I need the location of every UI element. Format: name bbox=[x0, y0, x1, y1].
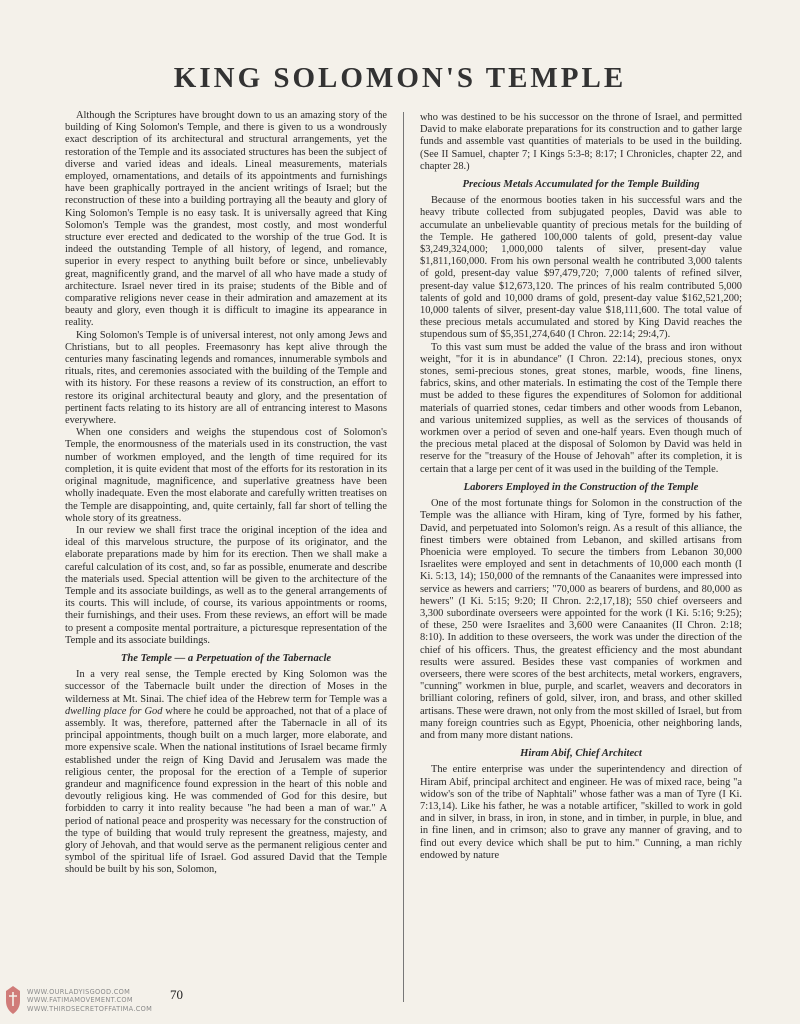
paragraph: King Solomon's Temple is of universal interest, not only among Jews and Christians, but to all peoples. Freemasonry has kept alive through the centuries many fascinating legends and romances, innumerable symbols and rituals, rites, and ceremonies associated with the building of the Temple and with its history. For these reasons a review of its construction, an effort to restore its original architectural beauty and glory, and the presentation of pertinent facts relating to its history are all of entrancing interest to Masons everywhere. bbox=[65, 329, 387, 427]
right-column bbox=[420, 112, 742, 862]
section-heading: Hiram Abif, Chief Architect bbox=[520, 748, 642, 760]
paragraph: Because of the enormous booties taken in his successful wars and the heavy tribute collected from subjugated peoples, David was able to accumulate an unbelievable quantity of precious metals for the building of the Temple. He gathered 100,000 talents of gold, present-day value $3,249,324,000; 1,000,000 talents of silver, present-day value $1,811,160,000. From his own personal wealth he contributed 3,000 talents of gold, present-day value $97,479,720; 7,000 talents of refined silver, present-day value $12,673,120. The princes of his realm contributed 5,000 talents of gold and 10,000 drams of gold, present-day value $162,521,200; 10,000 talents of silver, present-day value $18,111,600. The total value of these precious metals accumulated and stored by King David reaches the stupendous sum of $5,351,274,640 (I Chron. 22:14; 29:4,7). bbox=[420, 195, 742, 341]
column-divider bbox=[403, 112, 404, 1002]
section-heading: Precious Metals Accumulated for the Temple Building bbox=[462, 179, 700, 191]
paragraph: who was destined to be his successor on the throne of Israel, and permitted David to make elaborate preparations for its construction and to gather large funds and assemble vast quantities of materials to be used in the building. (See II Samuel, chapter 7; I Kings 5:3-8; 8:17; I Chronicles, chapter 22, and chapter 28.) bbox=[420, 112, 742, 172]
page-title: KING SOLOMON'S TEMPLE bbox=[173, 62, 627, 94]
section-heading: The Temple — a Perpetuation of the Tabernacle bbox=[120, 652, 332, 664]
emphasis-text: dwelling place for God bbox=[65, 705, 163, 717]
paragraph: One of the most fortunate things for Solomon in the construction of the Temple was the alliance with Hiram, king of Tyre, formed by his father, David, and perpetuated into Solomon's reign. As a result of this alliance, the finest timbers were obtained from Lebanon, and skilled artisans from Phoenicia were employed. To secure the timbers from Lebanon 30,000 Israelites were employed and sent in detachments of 10,000 each month (I Ki. 5:13, 14); 150,000 of the remnants of the Canaanites were impressed into service as hewers and carriers; "70,000 as bearers of burdens, and 80,000 as hewers" (I Ki. 5:15; 9:20; II Chron. 2:2,17,18); 550 chief overseers and 3,300 subordinate overseers were appointed for the work (I Ki. 5:16; 9:25); of these, 250 were Israelites and 3,600 were Canaanites (II Chron. 2:18; 8:10). In addition to these overseers, the work was under the direction of the chief of his officers. Thus, the greatest efficiency and the most abundant results were assured. Besides these vast companies of workmen and overseers, there were scores of the best architects, metal workers, engravers, "cunning" workmen in blue, purple, and scarlet, weavers and decorators in brilliant coloring, refiners of gold, silver, iron, and brass, and other skilled artisans. These were drawn, not only from the most skilled of Israel, but from many foreign countries such as Egypt, Phoenicia, other neighboring lands, and from many more distant nations. bbox=[420, 498, 742, 741]
left-column bbox=[65, 110, 387, 877]
paragraph: To this vast sum must be added the value of the brass and iron without weight, "for it is in abundance" (I Chron. 22:14), precious stones, onyx stones, semi-precious stones, great stones, marble, woods, fine linens, fabrics, skins, and other materials. In estimating the cost of the Temple there must be added to these figures the expenditures of Solomon for additional materials of quarried stones, cedar timbers and other woods from Lebanon, and various unitemized supplies, as well as the services of thousands of workmen over a period of seven and one-half years. Even though much of the precious metal placed at the disposal of Solomon by David was held in reserve for the "treasury of the House of Jehovah" after its completion, it is certain that a large per cent of it was used in the building of the Temple. bbox=[420, 341, 742, 475]
paragraph bbox=[65, 669, 387, 876]
footer-url[interactable]: WWW.OURLADYISGOOD.COM bbox=[27, 988, 131, 996]
paragraph: The entire enterprise was under the superintendency and direction of Hiram Abif, principal architect and engineer. He was of mixed race, being "a widow's son of the tribe of Naphtali" whose father was a man of Tyre (I Ki. 7:13,14). Like his father, he was a notable artificer, "skilled to work in gold and in silver, in brass, in iron, in stone, and in timber, in purple, in blue, and in fine linen, and in crimson; also to grave any manner of graving, and to find out every device which shall be put to him." Cunning, a man richly endowed by nature bbox=[420, 764, 742, 861]
watermark-logo-icon bbox=[4, 985, 22, 1015]
paragraph: Although the Scriptures have brought down to us an amazing story of the building of King Solomon's Temple, and there is given to us a wondrously exact description of its architectural and structural arrangements, yet the restoration of the Temple and its associated structures has been the subject of diverse and varied ideas and ideals. Lineal measurements, materials employed, ornamentations, and details of its appointments and furnishings have been graphically portrayed in the ancient writings of Israel; but the reconstruction of these into a building portraying all the beauty and glory of King Solomon's Temple is no easy task. It is universally agreed that King Solomon's Temple was the grandest, most costly, and most wonderful structure ever erected and dedicated to the worship of the true God. It is indeed the outstanding Temple of all history, of legend, and romance, superior in every respect to anything built before or since, unbelievably great, magnificently grand, and the marvel of all who have made a study of architecture. Israel never tired in its praise; students of the Bible and of comparative religions never cease in their admiration and amazement at its beauty and glory, even though it is difficult to imagine its appearance in reality. bbox=[65, 110, 387, 329]
paragraph-text: In a very real sense, the Temple erected by King Solomon was the successor of the Tabernacle built under the direction of Moses in the wilderness at Mt. Sinai. The chief idea of the Hebrew term for Temple was a bbox=[65, 669, 387, 705]
footer-urls bbox=[27, 988, 152, 1013]
page-number: 70 bbox=[170, 987, 183, 1002]
footer-url[interactable]: WWW.FATIMAMOVEMENT.COM bbox=[27, 996, 133, 1005]
footer-url[interactable]: WWW.THIRDSECRETOFFATIMA.COM bbox=[27, 1004, 153, 1013]
paragraph-text: where he could be approached, not that of a place of assembly. It was, therefore, patterned after the Tabernacle in all of its principal appointments, though built on a much larger, more elaborate, and more expensive scale. When the national institutions of Israel became firmly established under the reign of King David and Jerusalem was made the religious center, the proposal for the erection of a Temple of superior grandeur and magnificence found expression in the heart of this noble and devoutly religious king. He was commended of God for this desire, but forbidden to carry it into reality because "he had been a man of war." A period of national peace and prosperity was necessary for the construction of the type of building that would truly represent the greatness, majesty, and glory of Jehovah, and that would serve as the permanent religious center and symbol of the spiritual life of Israel. God assured David that the Temple should be built by his son, Solomon, bbox=[65, 705, 387, 876]
paragraph: In our review we shall first trace the original inception of the idea and ideal of this marvelous structure, the purpose of its originator, and the elaborate preparations made by him for its erection. Then we shall make a careful calculation of its cost, and, so far as possible, enumerate and describe the materials used. Special attention will be given to the architecture of the Temple and its associate buildings, as well as to the general arrangements of its courts. This will include, of course, its various appointments or rooms, their furnishings, and their uses. From these reviews, an effort will be made to present a composite mental portraiture, a picturesque representation of the Temple and its associate buildings. bbox=[65, 524, 387, 646]
paragraph: When one considers and weighs the stupendous cost of Solomon's Temple, the enormousness of the materials used in its construction, the vast number of workmen employed, and the length of time required for its completion, it is quite evident that most of the efforts for its restoration in its original magnitude, magnificence, and superlative greatness have been wholly inadequate. Even the most elaborate and carefully written treatises on the Temple are disappointing, and, quite certainly, fall far short of telling the whole story of its greatness. bbox=[65, 427, 387, 524]
section-heading: Laborers Employed in the Construction of the Temple bbox=[463, 481, 699, 493]
